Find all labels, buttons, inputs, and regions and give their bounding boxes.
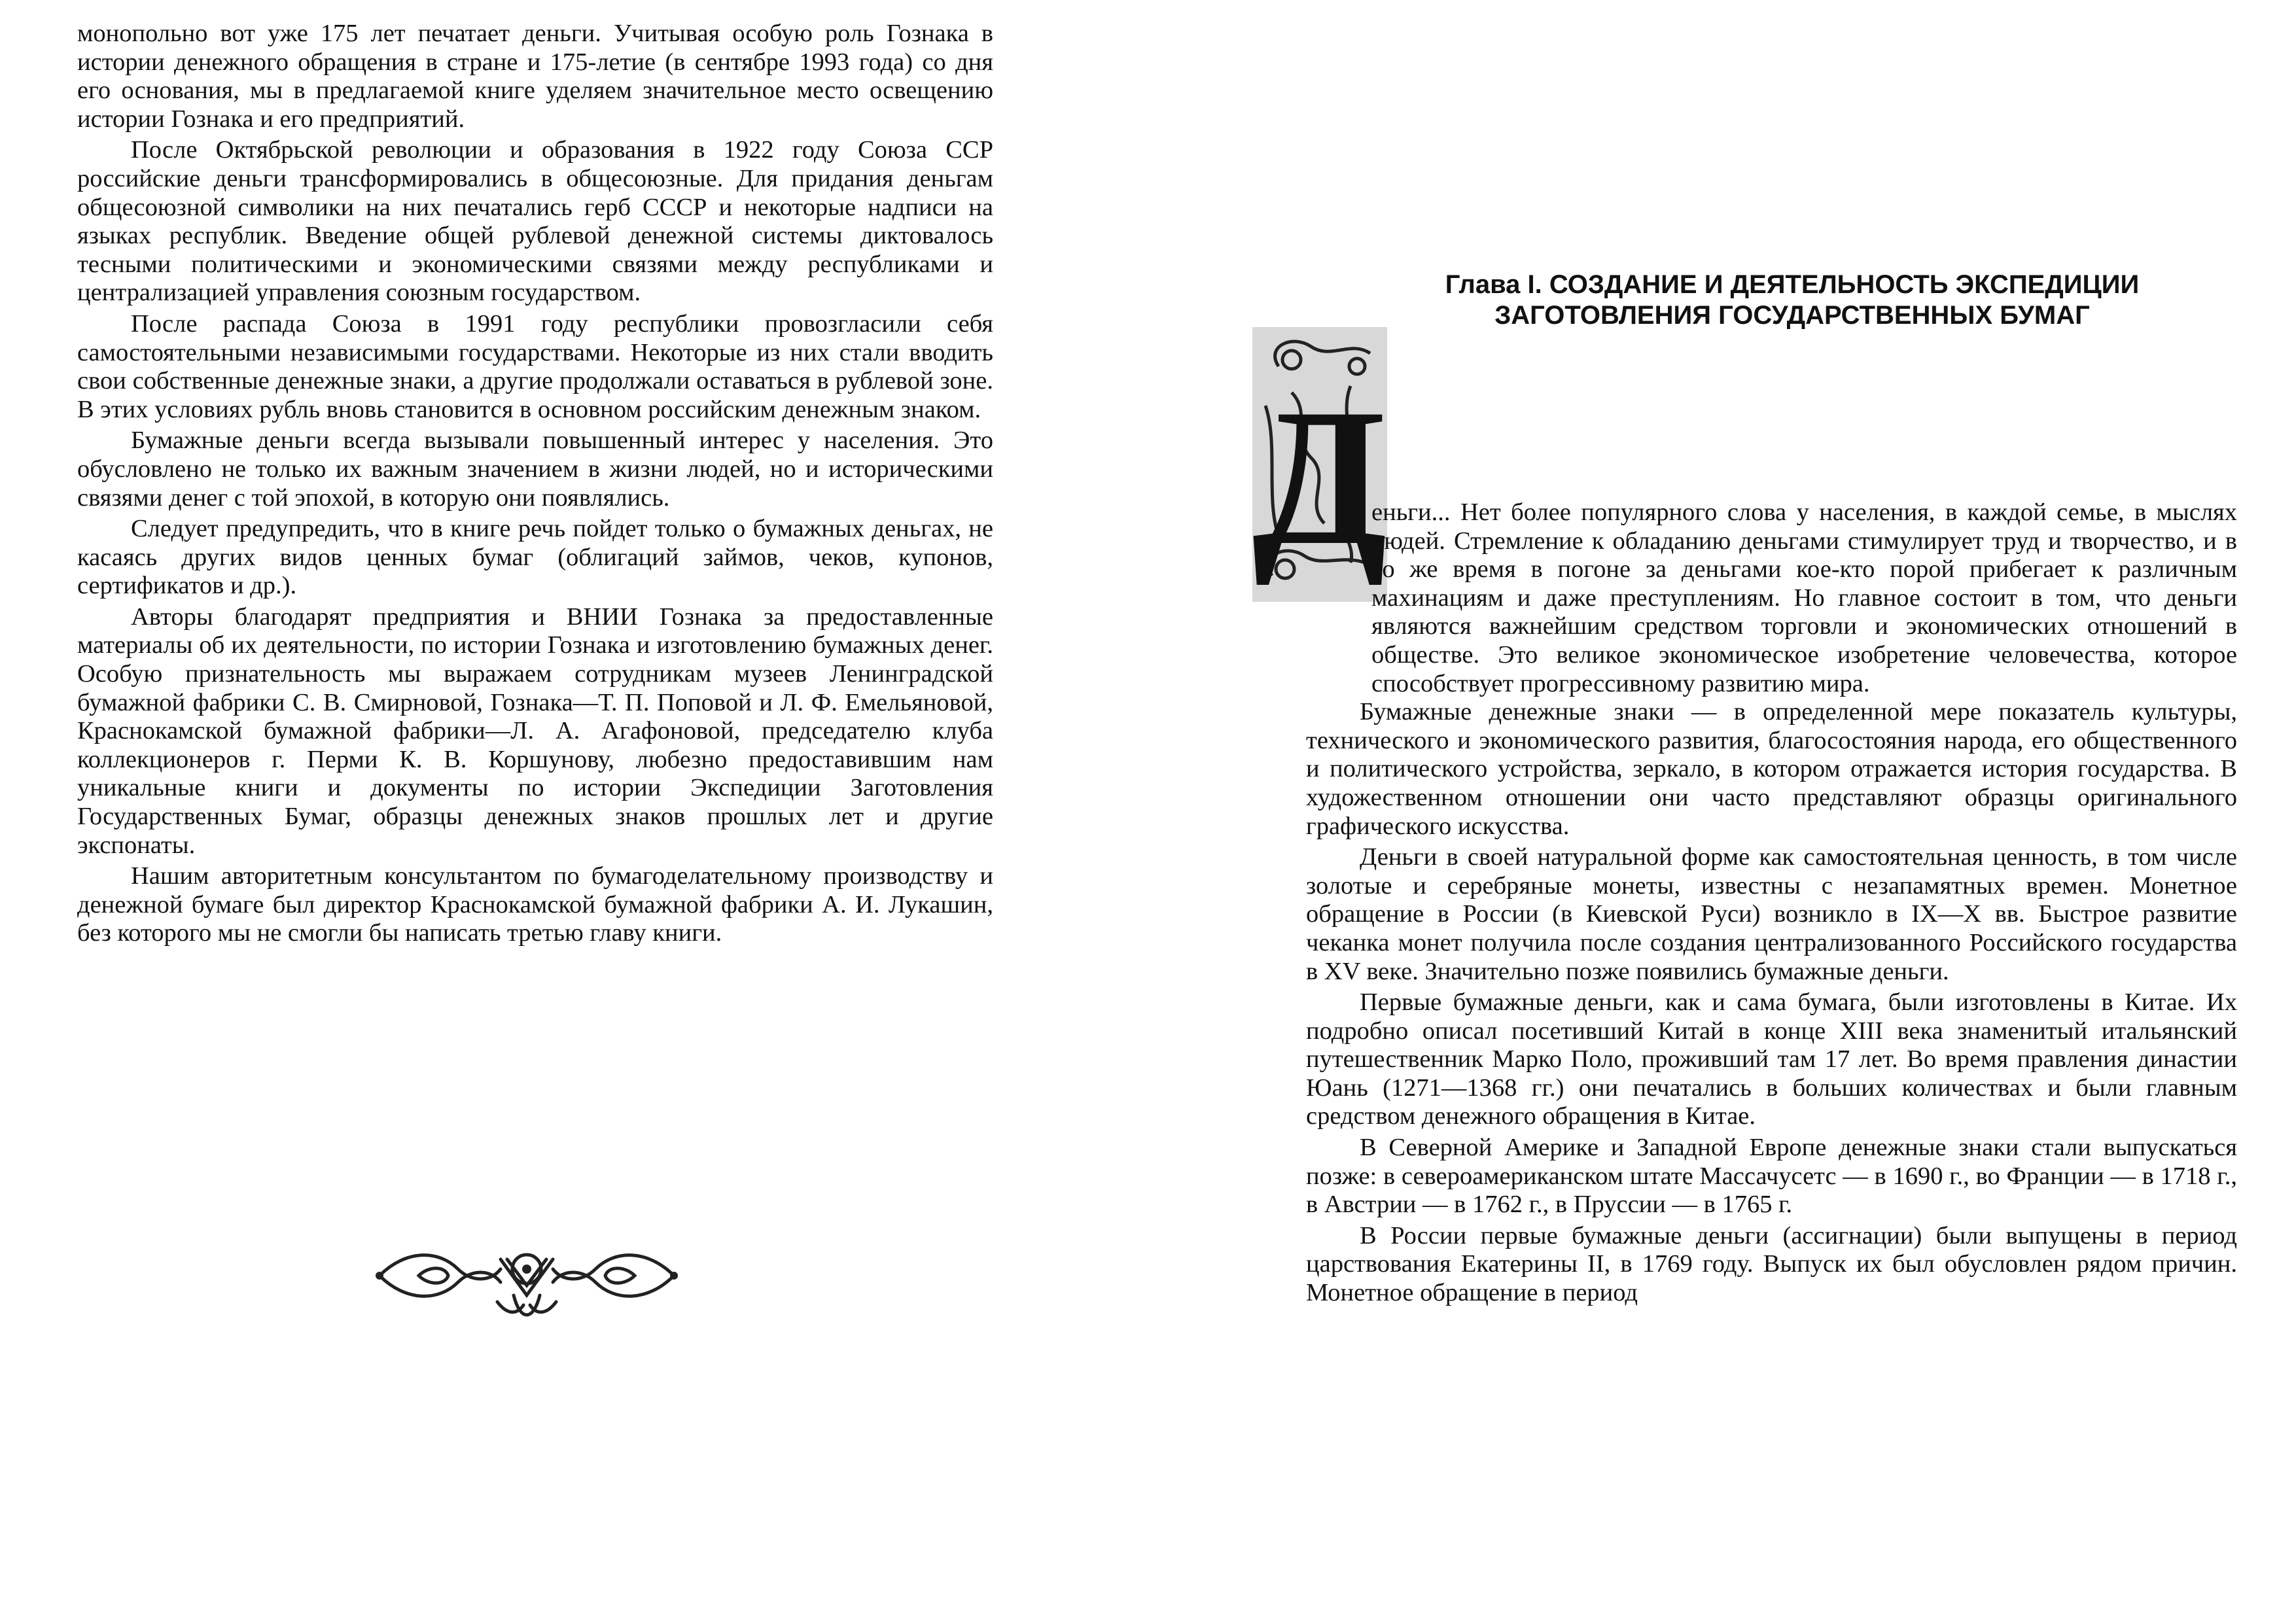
right-paragraph-4: В Северной Америке и Западной Европе денежные знаки стали выпускаться позже: в североамериканском штате Массачусетс — в 1690 г., во Франции — в 1718 г., в Австрии — в 1762 г., в Пруссии — в 1765 г. (1306, 1134, 2237, 1219)
right-first-paragraph (1306, 498, 2237, 1310)
drop-cap-letter: Д (1252, 368, 1387, 585)
left-paragraph-4: Бумажные деньги всегда вызывали повышенный интерес у населения. Это обусловлено не только их важным значением в жизни людей, но и историческими связями денег с той эпохой, в которую они появлялись. (77, 427, 993, 512)
left-paragraph-1: монопольно вот уже 175 лет печатает деньги. Учитывая особую роль Гознака в истории денежного обращения в стране и 175-летие (в сентябре 1993 года) со дня его основания, мы в предлагаемой книге уделяем значительное место освещению истории Гознака и его предприятий. (77, 20, 993, 133)
right-paragraph-5: В России первые бумажные деньги (ассигнации) были выпущены в период царствования Екатерины II, в 1769 году. Выпуск их был обусловлен рядом причин. Монетное обращение в период (1306, 1221, 2237, 1307)
chapter-title (1337, 270, 2247, 331)
ornament-icon (366, 1223, 687, 1328)
right-page (1148, 0, 2296, 1606)
right-paragraph-3: Первые бумажные деньги, как и сама бумага, были изготовлены в Китае. Их подробно описал посетивший Китай в конце XIII века знаменитый итальянский путешественник Марко Поло, проживший там 17 лет. Во время правления династии Юань (1271—1368 гг.) они печатались в больших количествах и были главным средством денежного обращения в Китае. (1306, 988, 2237, 1130)
left-paragraph-7: Нашим авторитетным консультантом по бумагоделательному производству и денежной бумаге был директор Краснокамской бумажной фабрики А. И. Лукашин, без которого мы не смогли бы написать третью главу книги. (77, 862, 993, 947)
left-paragraph-6: Авторы благодарят предприятия и ВНИИ Гознака за предоставленные материалы об их деятельности, по истории Гознака и изготовлению бумажных денег. Особую признательность мы выражаем сотрудникам музеев Ленинградской бумажной фабрики С. В. Смирновой, Гознака—Т. П. Поповой и Л. Ф. Емельяновой, Краснокамской бумажной фабрики—Л. А. Агафоновой, председателю клуба коллекционеров г. Перми К. В. Коршунову, любезно предоставившим нам уникальные книги и документы по истории Экспедиции Заготовления Государственных Бумаг, образцы денежных знаков прошлых лет и другие экспонаты. (77, 602, 993, 859)
right-paragraph-first: еньги... Нет более популярного слова у населения, в каждой семье, в мыслях людей. Стремление к обладанию деньгами стимулирует труд и творчество, и в то же время в погоне за деньгами кое-кто порой прибегает к различным махинациям и даже преступлениям. Но главное состоит в том, что деньги являются важнейшим средством торговли и экономических отношений в обществе. Это великое экономическое изобретение человечества, которое способствует прогрессивному развитию мира. (1371, 498, 2237, 697)
left-column-text (77, 20, 993, 951)
drop-cap-ornament-icon (1252, 327, 1387, 602)
chapter-title-line-2: ЗАГОТОВЛЕНИЯ ГОСУДАРСТВЕННЫХ БУМАГ (1494, 301, 2090, 330)
drop-cap (1252, 327, 1387, 602)
right-paragraph-2: Деньги в своей натуральной форме как самостоятельная ценность, в том числе золотые и серебряные монеты, известны с незапамятных времен. Монетное обращение в России (в Киевской Руси) возникло в IX—X вв. Быстрое развитие чеканка монет получила после создания централизованного Российского государства в XV веке. Значительно позже появились бумажные деньги. (1306, 843, 2237, 985)
left-paragraph-3: После распада Союза в 1991 году республики провозгласили себя самостоятельными независимыми государствами. Некоторые из них стали вводить свои собственные денежные знаки, а другие продолжали оставаться в рублевой зоне. В этих условиях рубль вновь становится в основном российским денежным знаком. (77, 309, 993, 423)
left-paragraph-2: После Октябрьской революции и образования в 1922 году Союза ССР российские деньги трансформировались в общесоюзные. Для придания деньгам общесоюзной символики на них печатались герб СССР и некоторые надписи на языках республик. Введение общей рублевой денежной системы диктовалось тесными политическими и экономическими связями между республиками и централизацией управления союзным государством. (77, 136, 993, 307)
left-paragraph-5: Следует предупредить, что в книге речь пойдет только о бумажных деньгах, не касаясь других видов ценных бумаг (облигаций займов, чеков, купонов, сертификатов и др.). (77, 515, 993, 600)
right-paragraph-1: Бумажные денежные знаки — в определенной мере показатель культуры, технического и экономического развития, благосостояния народа, его общественного и политического устройства, зеркало, в котором отражается история государства. В художественном отношении они часто представляют образцы оригинального графического искусства. (1306, 698, 2237, 840)
chapter-title-line-1: Глава I. СОЗДАНИЕ И ДЕЯТЕЛЬНОСТЬ ЭКСПЕДИЦИИ (1445, 270, 2140, 299)
